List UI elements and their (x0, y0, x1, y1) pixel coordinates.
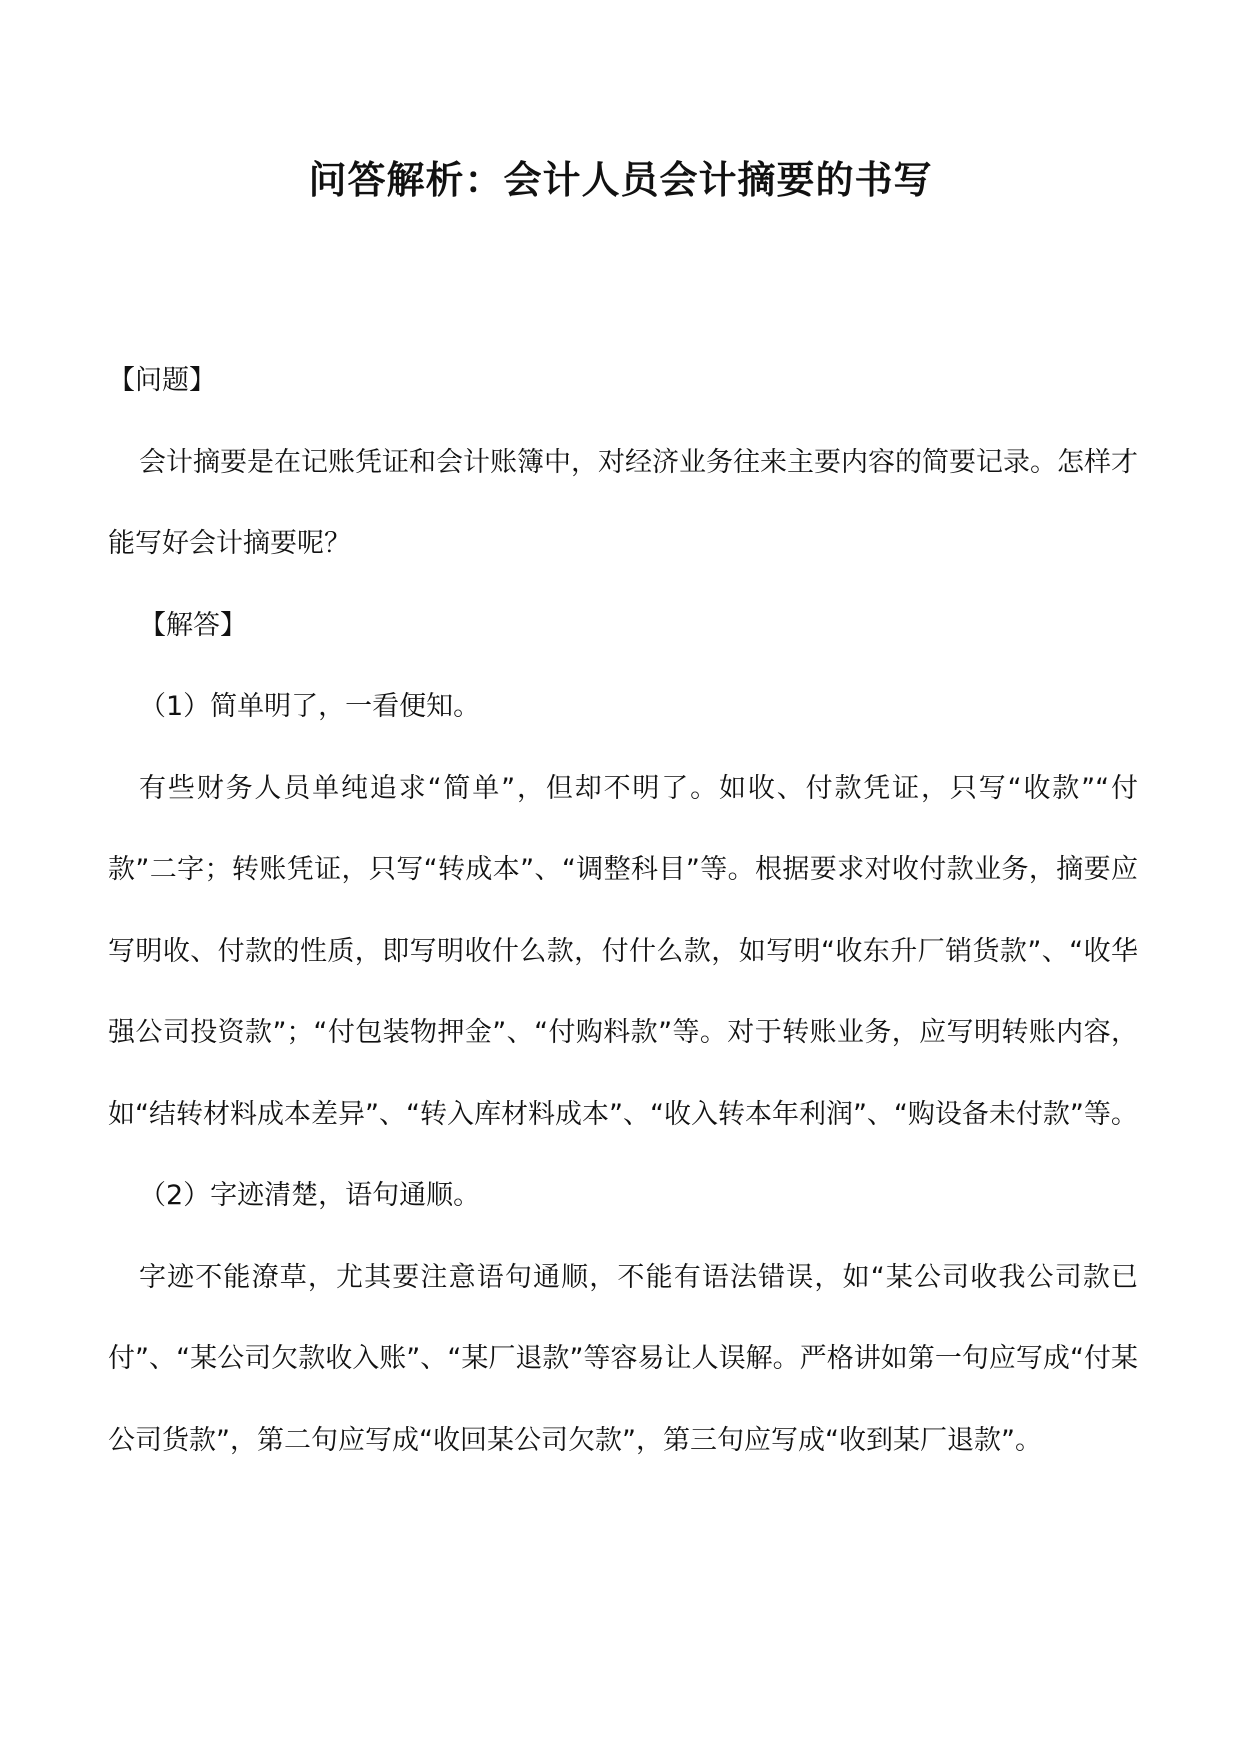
point-2-heading: （2）字迹清楚，语句通顺。 (139, 1180, 481, 1211)
question-paragraph: 会计摘要是在记账凭证和会计账簿中，对经济业务往来主要内容的简要记录。怎样才能写好会计摘要呢？ (108, 446, 1138, 559)
answer-heading: 【解答】 (139, 609, 247, 641)
question-heading: 【问题】 (108, 365, 216, 396)
document-body (108, 340, 1138, 1481)
page-title: 问答解析：会计人员会计摘要的书写 (308, 157, 933, 202)
point-1-heading: （1）简单明了，一看便知。 (139, 691, 481, 722)
point-1-paragraph: 有些财务人员单纯追求“简单”，但却不明了。如收、付款凭证，只写“收款”“付款”二字；转账凭证，只写“转成本”、“调整科目”等。根据要求对收付款业务，摘要应写明收、付款的性质，即写明收什么款，付什么款，如写明“收东升厂销货款”、“收华强公司投资款”；“付包装物押金”、“付购料款”等。对于转账业务，应写明转账内容，如“结转材料成本差异”、“转入库材料成本”、“收入转本年利润”、“购设备未付款”等。 (108, 772, 1138, 1130)
point-2-paragraph: 字迹不能潦草，尤其要注意语句通顺，不能有语法错误，如“某公司收我公司款已付”、“某公司欠款收入账”、“某厂退款”等容易让人误解。严格讲如第一句应写成“付某公司货款”，第二句应写成“收回某公司欠款”，第三句应写成“收到某厂退款”。 (108, 1261, 1138, 1456)
